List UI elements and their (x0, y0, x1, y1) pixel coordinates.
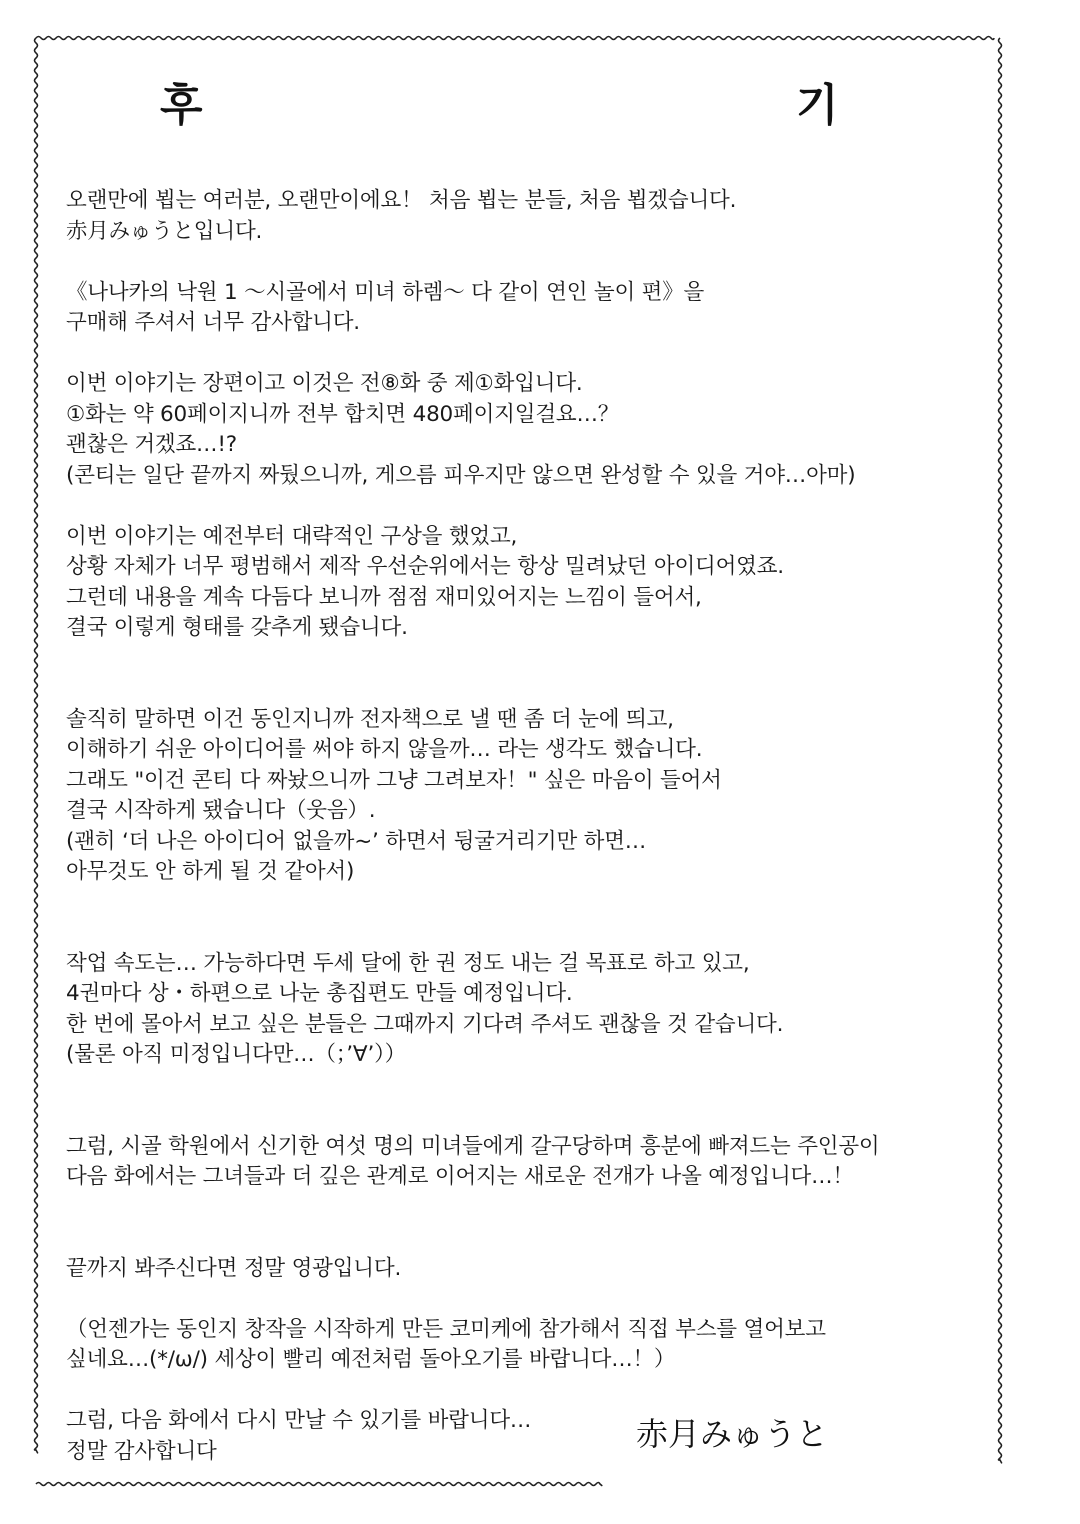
afterword-body (66, 186, 1016, 1467)
text-line: (콘티는 일단 끝까지 짜뒀으니까, 게으름 피우지만 않으면 완성할 수 있을 거야…아마) (66, 462, 856, 488)
text-line: 구매해 주셔서 너무 감사합니다. (66, 310, 360, 335)
text-line: 결국 이렇게 형태를 갖추게 됐습니다. (66, 615, 408, 640)
text-line: 상황 자체가 너무 평범해서 제작 우선순위에서는 항상 밀려났던 아이디어였죠. (66, 554, 784, 579)
text-line: 아무것도 안 하게 될 것 같아서) (66, 859, 355, 884)
text-line: 작업 속도는… 가능하다면 두세 달에 한 권 정도 내는 걸 목표로 하고 있고, (66, 950, 750, 976)
text-line: (괜히 ‘더 나은 아이디어 없을까~’ 하면서 뒹굴거리기만 하면… (66, 828, 647, 854)
text-line: 오랜만에 뵙는 여러분, 오랜만이에요！ 처음 뵙는 분들, 처음 뵙겠습니다. (66, 188, 737, 213)
paragraph-work-speed (66, 949, 1016, 1071)
text-line: (물론 아직 미정입니다만…（；’∀’）） (66, 1042, 406, 1067)
text-line: 그런데 내용을 계속 다듬다 보니까 점점 재미있어지는 느낌이 들어서, (66, 584, 702, 610)
text-line: 이번 이야기는 예전부터 대략적인 구상을 했었고, (66, 523, 518, 549)
text-line: ①화는 약 60페이지니까 전부 합치면 480페이지일걸요…？ (66, 401, 620, 427)
paragraph-greeting (66, 186, 1016, 247)
paragraph-idea-origin (66, 522, 1016, 644)
text-line: （언젠가는 동인지 창작을 시작하게 만든 코미케에 참가해서 직접 부스를 열어보고 (66, 1316, 826, 1342)
text-line: 4권마다 상・하편으로 나눈 총집편도 만들 예정입니다. (66, 981, 573, 1006)
paragraph-series-length (66, 369, 1016, 491)
author-signature: 赤月みゅうと (636, 1415, 829, 1453)
paragraph-next-episode (66, 1132, 1016, 1193)
text-line: 赤月みゅうと입니다. (66, 218, 263, 244)
title-right-char: 기 (796, 80, 839, 131)
text-line: 이번 이야기는 장편이고 이것은 전⑧화 중 제①화입니다. (66, 371, 583, 396)
text-line: 괜찮은 거겠죠…!? (66, 432, 237, 457)
text-line: 《나나카의 낙원 1 〜시골에서 미녀 하렘〜 다 같이 연인 놀이 편》을 (66, 279, 705, 305)
text-line: 한 번에 몰아서 보고 싶은 분들은 그때까지 기다려 주셔도 괜찮을 것 같습니다. (66, 1011, 784, 1037)
text-line: 싶네요…(*/ω/) 세상이 빨리 예전처럼 돌아오기를 바랍니다…！） (66, 1347, 676, 1372)
paragraph-honest-thoughts (66, 705, 1016, 888)
text-line: 정말 감사합니다 (66, 1438, 217, 1464)
paragraph-gratitude (66, 1254, 1016, 1285)
text-line: 그럼, 시골 학원에서 신기한 여섯 명의 미녀들에게 갈구당하며 흥분에 빠져드는 주인공이 (66, 1133, 880, 1159)
text-line: 그래도 "이건 콘티 다 짜놨으니까 그냥 그려보자！" 싶은 마음이 들어서 (66, 767, 722, 793)
text-line: 끝까지 봐주신다면 정말 영광입니다. (66, 1255, 402, 1281)
text-line: 다음 화에서는 그녀들과 더 깊은 관계로 이어지는 새로운 전개가 나올 예정입니다…！ (66, 1164, 854, 1189)
text-line: 이해하기 쉬운 아이디어를 써야 하지 않을까… 라는 생각도 했습니다. (66, 737, 703, 762)
paragraph-closing (66, 1406, 1016, 1467)
title-left-char: 후 (160, 80, 203, 131)
text-line: 결국 시작하게 됐습니다（웃음）. (66, 798, 376, 823)
text-line: 솔직히 말하면 이건 동인지니까 전자책으로 낼 땐 좀 더 눈에 띄고, (66, 706, 674, 732)
paragraph-comiket-wish (66, 1315, 1016, 1376)
text-line: 그럼, 다음 화에서 다시 만날 수 있기를 바랍니다… (66, 1408, 532, 1433)
paragraph-thanks (66, 278, 1016, 339)
